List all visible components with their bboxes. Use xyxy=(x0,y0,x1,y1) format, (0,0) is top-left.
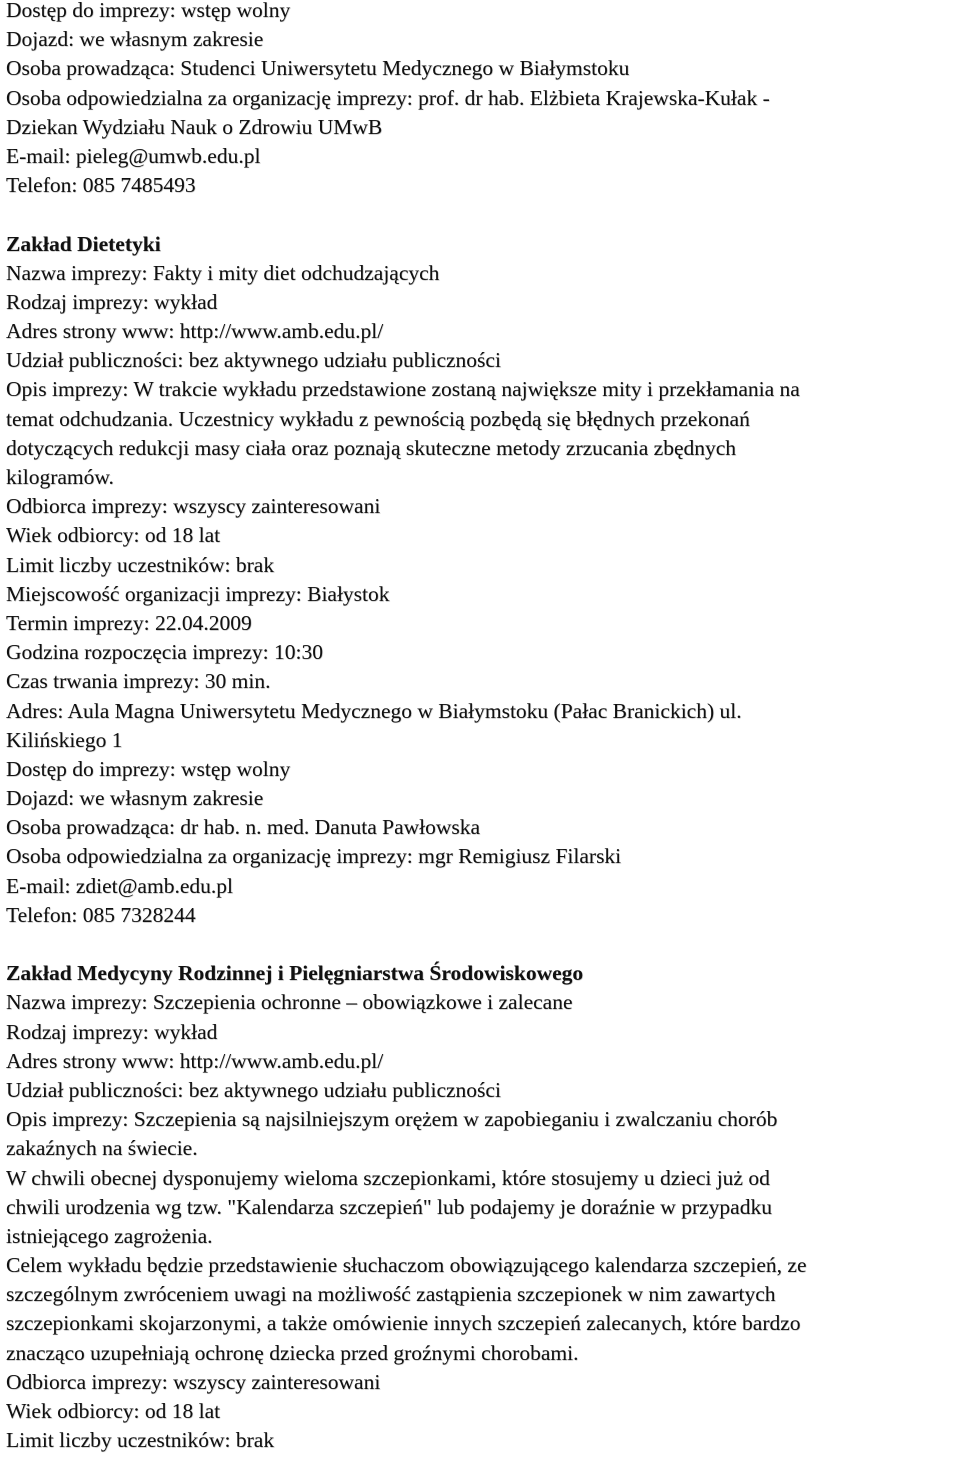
host-line: Osoba prowadząca: Studenci Uniwersytetu Medycznego w Białymstoku xyxy=(6,56,630,81)
description-line: dotyczących redukcji masy ciała oraz poznają skuteczne metody zrzucania zbędnych xyxy=(6,435,737,460)
section-heading: Zakład Medycyny Rodzinnej i Pielęgniarstwa Środowiskowego xyxy=(6,961,584,986)
description-line: Celem wykładu będzie przedstawienie słuchaczom obowiązującego kalendarza szczepień, ze xyxy=(6,1253,807,1278)
description-line: zakaźnych na świecie. xyxy=(6,1136,198,1161)
phone-line: Telefon: 085 7485493 xyxy=(6,173,196,198)
access-line: Dostęp do imprezy: wstęp wolny xyxy=(6,756,291,781)
event-name-line: Nazwa imprezy: Fakty i mity diet odchudzających xyxy=(6,260,440,285)
description-line: W chwili obecnej dysponujemy wieloma szczepionkami, które stosujemy u dzieci już od xyxy=(6,1165,770,1190)
section-spacer xyxy=(6,930,956,959)
description-line: znacząco uzupełniają ochronę dziecka przed groźnymi chorobami. xyxy=(6,1340,579,1365)
audience-line: Odbiorca imprezy: wszyscy zainteresowani xyxy=(6,494,381,519)
audience-line: Odbiorca imprezy: wszyscy zainteresowani xyxy=(6,1369,381,1394)
description-line: szczepionkami skojarzonymi, a także omówienie innych szczepień zalecanych, które bardzo xyxy=(6,1311,801,1336)
access-line: Dostęp do imprezy: wstęp wolny xyxy=(6,0,291,22)
city-line: Miejscowość organizacji imprezy: Białystok xyxy=(6,581,390,606)
organizer-line: Osoba odpowiedzialna za organizację imprezy: mgr Remigiusz Filarski xyxy=(6,844,622,869)
description-line: chwili urodzenia wg tzw. "Kalendarza szczepień" lub podajemy je doraźnie w przypadku xyxy=(6,1194,772,1219)
description-line: szczególnym zwróceniem uwagi na możliwość zastąpienia szczepionek w nim zawartych xyxy=(6,1282,776,1307)
description-line: Opis imprezy: Szczepienia są najsilniejszym orężem w zapobieganiu i zwalczaniu chorób xyxy=(6,1107,778,1132)
website-line: Adres strony www: http://www.amb.edu.pl/ xyxy=(6,1048,384,1073)
description-line: kilogramów. xyxy=(6,465,114,489)
limit-line: Limit liczby uczestników: brak xyxy=(6,552,275,577)
address-line-continued: Kilińskiego 1 xyxy=(6,727,123,752)
description-line: Opis imprezy: W trakcie wykładu przedstawione zostaną największe mity i przekłamania na xyxy=(6,377,800,402)
phone-line: Telefon: 085 7328244 xyxy=(6,902,196,927)
organizer-line-continued: Dziekan Wydziału Nauk o Zdrowiu UMwB xyxy=(6,114,383,139)
duration-line: Czas trwania imprezy: 30 min. xyxy=(6,669,271,694)
email-line: E-mail: pieleg@umwb.edu.pl xyxy=(6,143,261,168)
email-line: E-mail: zdiet@amb.edu.pl xyxy=(6,873,233,898)
section-dietetyki xyxy=(6,230,956,931)
start-time-line: Godzina rozpoczęcia imprezy: 10:30 xyxy=(6,640,323,665)
section-rodzinnej xyxy=(6,959,956,1455)
section-top xyxy=(6,0,956,200)
host-line: Osoba prowadząca: dr hab. n. med. Danuta Pawłowska xyxy=(6,815,481,840)
organizer-line: Osoba odpowiedzialna za organizację imprezy: prof. dr hab. Elżbieta Krajewska-Kułak - xyxy=(6,85,770,110)
age-line: Wiek odbiorcy: od 18 lat xyxy=(6,523,221,548)
section-heading: Zakład Dietetyki xyxy=(6,231,161,256)
description-line: istniejącego zagrożenia. xyxy=(6,1223,213,1248)
participation-line: Udział publiczności: bez aktywnego udziału publiczności xyxy=(6,1077,501,1102)
description-line: temat odchudzania. Uczestnicy wykładu z pewnością pozbędą się błędnych przekonań xyxy=(6,406,750,431)
transport-line: Dojazd: we własnym zakresie xyxy=(6,27,264,52)
participation-line: Udział publiczności: bez aktywnego udziału publiczności xyxy=(6,348,501,373)
website-line: Adres strony www: http://www.amb.edu.pl/ xyxy=(6,319,384,344)
address-line: Adres: Aula Magna Uniwersytetu Medycznego w Białymstoku (Pałac Branickich) ul. xyxy=(6,698,742,723)
age-line: Wiek odbiorcy: od 18 lat xyxy=(6,1399,221,1423)
limit-line: Limit liczby uczestników: brak xyxy=(6,1428,275,1453)
event-type-line: Rodzaj imprezy: wykład xyxy=(6,289,218,314)
event-type-line: Rodzaj imprezy: wykład xyxy=(6,1019,218,1044)
transport-line: Dojazd: we własnym zakresie xyxy=(6,786,264,811)
event-name-line: Nazwa imprezy: Szczepienia ochronne – obowiązkowe i zalecane xyxy=(6,990,573,1015)
section-spacer xyxy=(6,200,956,229)
document-page xyxy=(6,0,956,1455)
date-line: Termin imprezy: 22.04.2009 xyxy=(6,610,252,635)
